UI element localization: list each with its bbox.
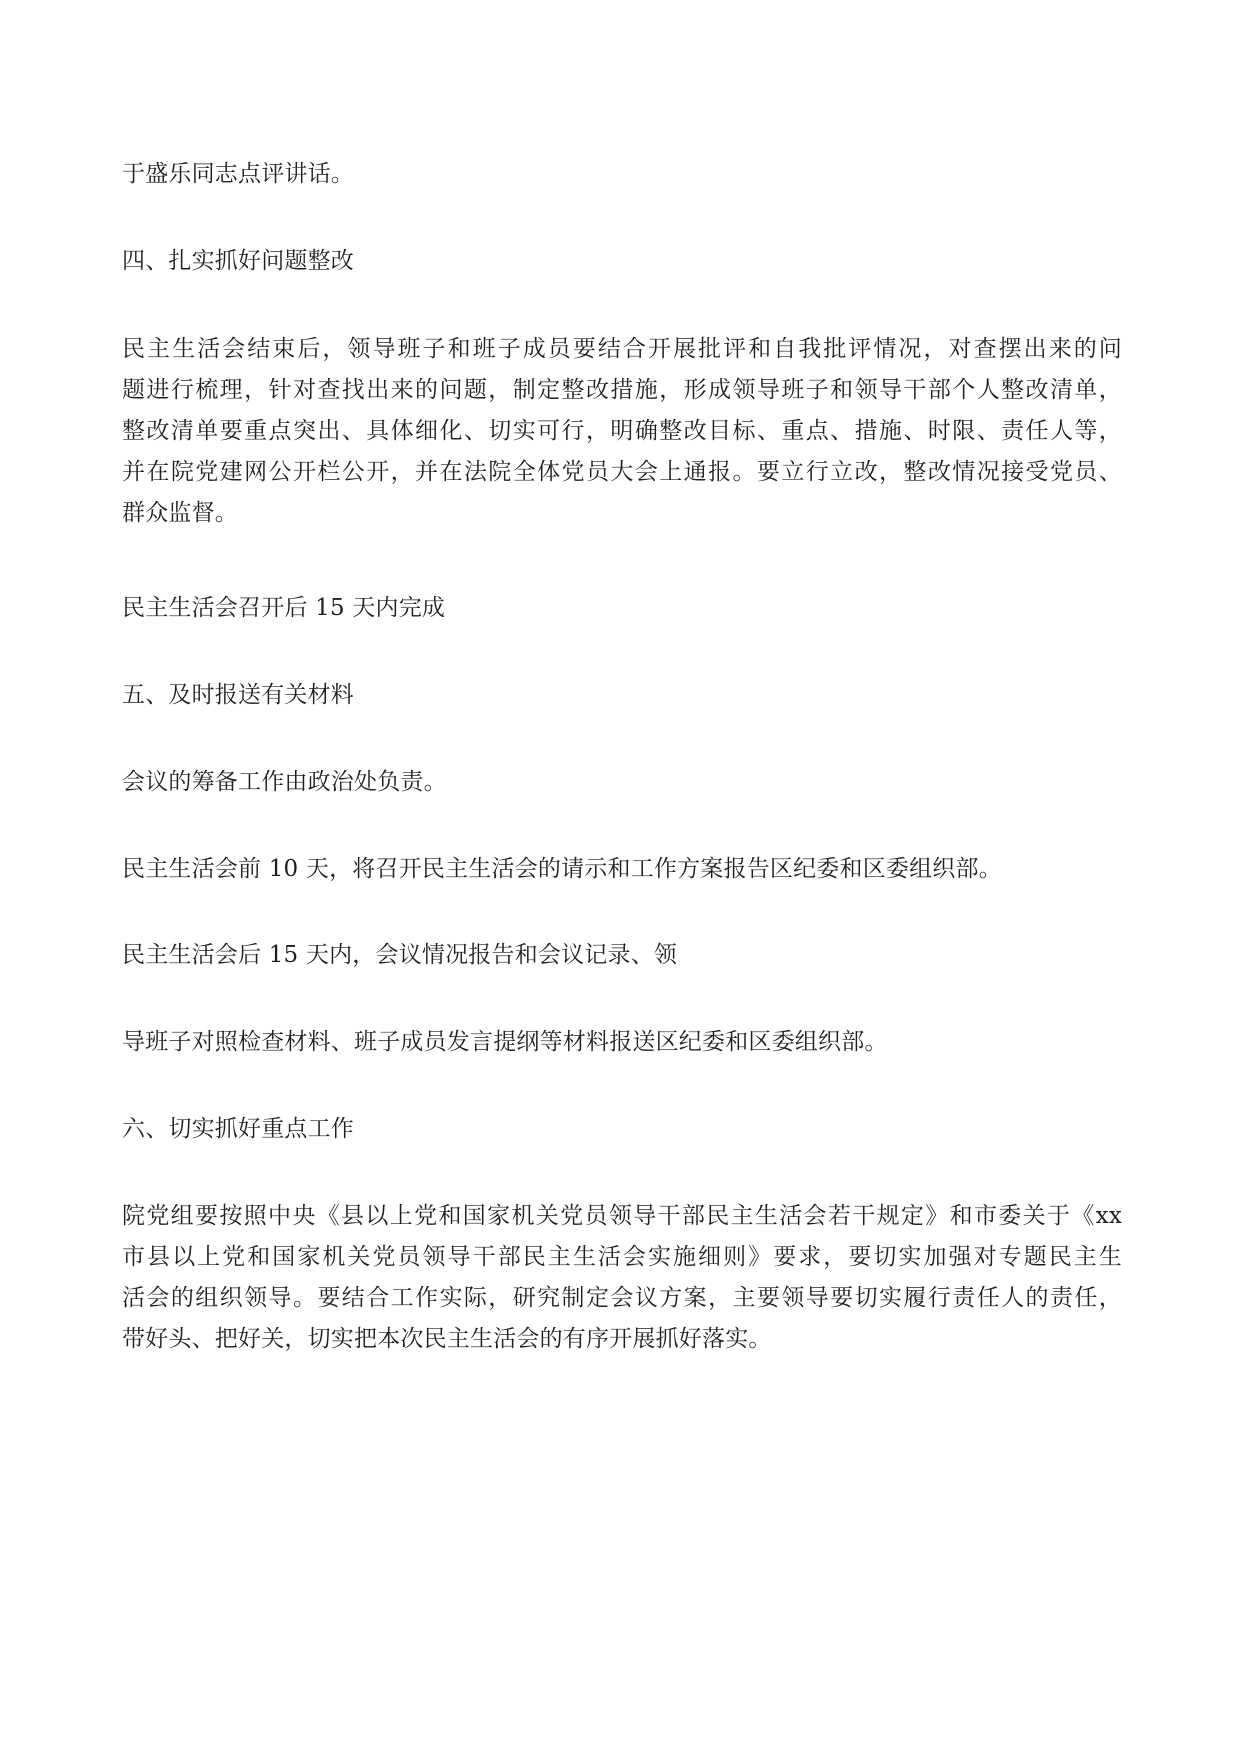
text-line: 于盛乐同志点评讲话。	[122, 161, 354, 187]
paragraph-before-meeting	[122, 849, 1122, 890]
text-line: 导班子对照检查材料、班子成员发言提纲等材料报送区纪委和区委组织部。	[122, 1029, 888, 1055]
text-line: 题进行梳理，针对查找出来的问题，制定整改措施，形成领导班子和领导干部个人整改清单，	[122, 377, 1122, 403]
paragraph-key-work	[122, 1196, 1122, 1360]
text-line: 民主生活会召开后 15 天内完成	[122, 595, 446, 621]
text-line: 民主生活会结束后，领导班子和班子成员要结合开展批评和自我批评情况，对查摆出来的问	[122, 336, 1122, 362]
text-line: 院党组要按照中央《县以上党和国家机关党员领导干部民主生活会若干规定》和市委关于《xx	[122, 1203, 1122, 1229]
heading-text: 五、及时报送有关材料	[122, 682, 354, 708]
text-line: 并在院党建网公开栏公开，并在法院全体党员大会上通报。要立行立改，整改情况接受党员、	[122, 459, 1122, 485]
heading-text: 四、扎实抓好问题整改	[122, 248, 354, 274]
paragraph-closing-remark	[122, 154, 1122, 195]
section-heading-6	[122, 1109, 1122, 1150]
text-line: 活会的组织领导。要结合工作实际，研究制定会议方案，主要领导要切实履行责任人的责任，	[122, 1285, 1122, 1311]
text-line: 会议的筹备工作由政治处负责。	[122, 769, 447, 795]
text-line: 群众监督。	[122, 500, 238, 526]
text-line: 整改清单要重点突出、具体细化、切实可行，明确整改目标、重点、措施、时限、责任人等，	[122, 418, 1122, 444]
text-line: 市县以上党和国家机关党员领导干部民主生活会实施细则》要求，要切实加强对专题民主生	[122, 1244, 1122, 1270]
text-line: 带好头、把好关，切实把本次民主生活会的有序开展抓好落实。	[122, 1326, 772, 1352]
heading-text: 六、切实抓好重点工作	[122, 1116, 354, 1142]
section-heading-4	[122, 241, 1122, 282]
paragraph-materials	[122, 1022, 1122, 1063]
text-line: 民主生活会后 15 天内，会议情况报告和会议记录、领	[122, 942, 678, 968]
paragraph-rectification	[122, 329, 1122, 534]
paragraph-preparation	[122, 762, 1122, 803]
text-line: 民主生活会前 10 天，将召开民主生活会的请示和工作方案报告区纪委和区委组织部。	[122, 856, 1002, 882]
paragraph-after-meeting	[122, 935, 1122, 976]
section-heading-5	[122, 675, 1122, 716]
paragraph-deadline	[122, 588, 1122, 629]
